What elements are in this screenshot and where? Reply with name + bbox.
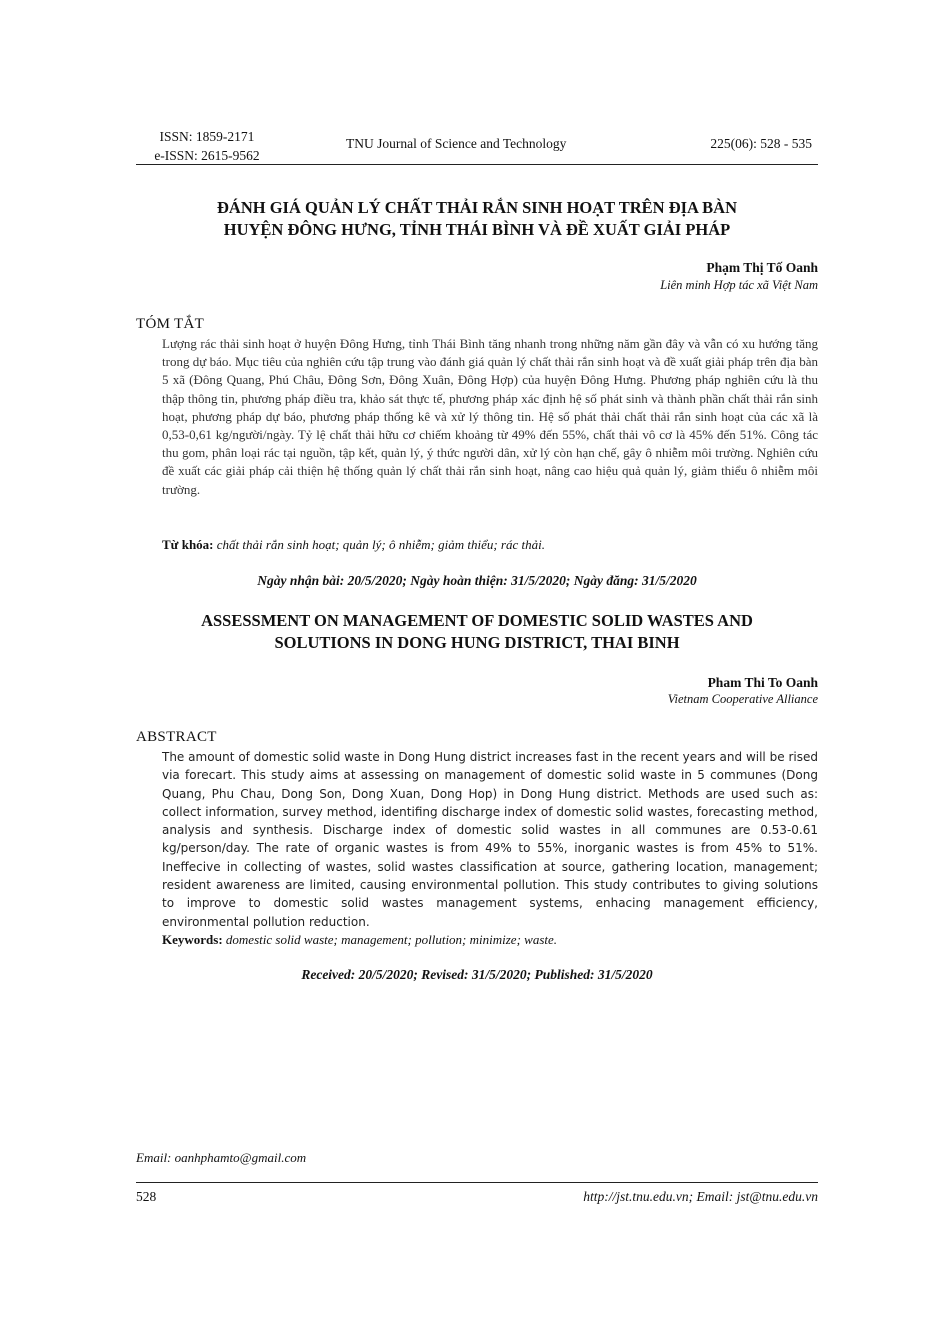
keywords-text-vi: chất thải rắn sinh hoạt; quản lý; ô nhiễm; giảm thiểu; rác thải. <box>216 537 545 552</box>
author-en: Pham Thi To Oanh <box>707 675 818 690</box>
corresponding-email: Email: oanhphamto@gmail.com <box>136 1150 307 1165</box>
keywords-text-en: domestic solid waste; management; pollution; minimize; waste. <box>225 932 558 947</box>
author-vi: Phạm Thị Tố Oanh <box>706 260 818 275</box>
dates-en: Received: 20/5/2020; Revised: 31/5/2020; Published: 31/5/2020 <box>301 967 653 982</box>
keywords-en <box>162 932 818 948</box>
issn-block <box>142 127 272 165</box>
issn: ISSN: 1859-2171 <box>159 129 255 144</box>
title-vi-line2: HUYỆN ĐÔNG HƯNG, TỈNH THÁI BÌNH VÀ ĐỀ XUẤT GIẢI PHÁP <box>223 220 731 239</box>
keywords-vi <box>162 537 818 553</box>
abstract-heading-en: ABSTRACT <box>136 729 217 745</box>
journal-url: http://jst.tnu.edu.vn; Email: jst@tnu.edu.vn <box>583 1189 818 1204</box>
keywords-label-vi: Từ khóa: <box>162 537 214 552</box>
keywords-label-en: Keywords: <box>162 932 223 947</box>
page-number: 528 <box>136 1189 157 1204</box>
title-vi-line1: ĐÁNH GIÁ QUẢN LÝ CHẤT THẢI RẮN SINH HOẠT TRÊN ĐỊA BÀN <box>217 198 737 217</box>
volume-pages: 225(06): 528 - 535 <box>710 136 812 151</box>
affiliation-en: Vietnam Cooperative Alliance <box>667 692 818 706</box>
page-footer <box>136 1182 818 1207</box>
journal-name: TNU Journal of Science and Technology <box>346 136 567 151</box>
journal-header <box>136 124 818 165</box>
title-en <box>136 610 818 654</box>
title-en-line2: SOLUTIONS IN DONG HUNG DISTRICT, THAI BINH <box>274 633 680 652</box>
abstract-heading-vi: TÓM TẮT <box>136 316 205 332</box>
title-en-line1: ASSESSMENT ON MANAGEMENT OF DOMESTIC SOLID WASTES AND <box>201 611 753 630</box>
affiliation-vi: Liên minh Hợp tác xã Việt Nam <box>660 278 818 292</box>
abstract-en: The amount of domestic solid waste in Dong Hung district increases fast in the recent years and will be rised via forecart. This study aims at assessing on management of domestic solid waste in 5 communes (Dong Quang, Phu Chau, Dong Son, Dong Xuan, Dong Hop) in Dong Hung district. Methods are used such as: collect information, survey method, identifing discharge index of domestic solid wastes, forecasting method, analysis and synthesis. Discharge index of domestic solid wastes in all communes are 0.53-0.61 kg/person/day. The rate of organic wastes is from 49% to 55%, inorganic wastes is from 45% to 51%. Ineffecive in collecting of wastes, solid wastes classification at source, gathering location, management; resident awareness are limited, causing environmental pollution. This study contributes to giving solutions to improve to domestic solid wastes management systems, enhacing management efficiency, environmental pollution reduction. <box>162 750 818 929</box>
eissn: e-ISSN: 2615-9562 <box>154 148 260 163</box>
dates-vi: Ngày nhận bài: 20/5/2020; Ngày hoàn thiện: 31/5/2020; Ngày đăng: 31/5/2020 <box>257 573 697 588</box>
title-vi <box>136 197 818 241</box>
abstract-vi: Lượng rác thải sinh hoạt ở huyện Đông Hưng, tỉnh Thái Bình tăng nhanh trong những năm gần đây và vẫn có xu hướng tăng trong dự báo. Mục tiêu của nghiên cứu tập trung vào đánh giá quản lý chất thải rắn sinh hoạt và đề xuất giải pháp trên địa bàn 5 xã (Đông Quang, Phú Châu, Đông Sơn, Đông Xuân, Đông Hợp) của huyện Đông Hưng. Phương pháp nghiên cứu là thu thập thông tin, phương pháp điều tra, khảo sát thực tế, phương pháp xác định hệ số phát sinh và thành phần chất thải rắn sinh hoạt, phương pháp dự báo, phương pháp thống kê và xử lý thông tin. Hệ số phát thải chất thải rắn sinh hoạt của các xã là 0,53-0,61 kg/người/ngày. Tỷ lệ chất thải hữu cơ chiếm khoảng từ 49% đến 55%, chất thải vô cơ là 45% đến 51%. Công tác thu gom, phân loại rác tại nguồn, tập kết, quản lý, ý thức người dân, xử lý còn hạn chế, gây ô nhiễm môi trường. Nghiên cứu đề xuất các giải pháp cải thiện hệ thống quản lý chất thải rắn sinh hoạt, nâng cao hiệu quả quản lý, giảm thiểu ô nhiễm môi trường. <box>162 336 818 497</box>
